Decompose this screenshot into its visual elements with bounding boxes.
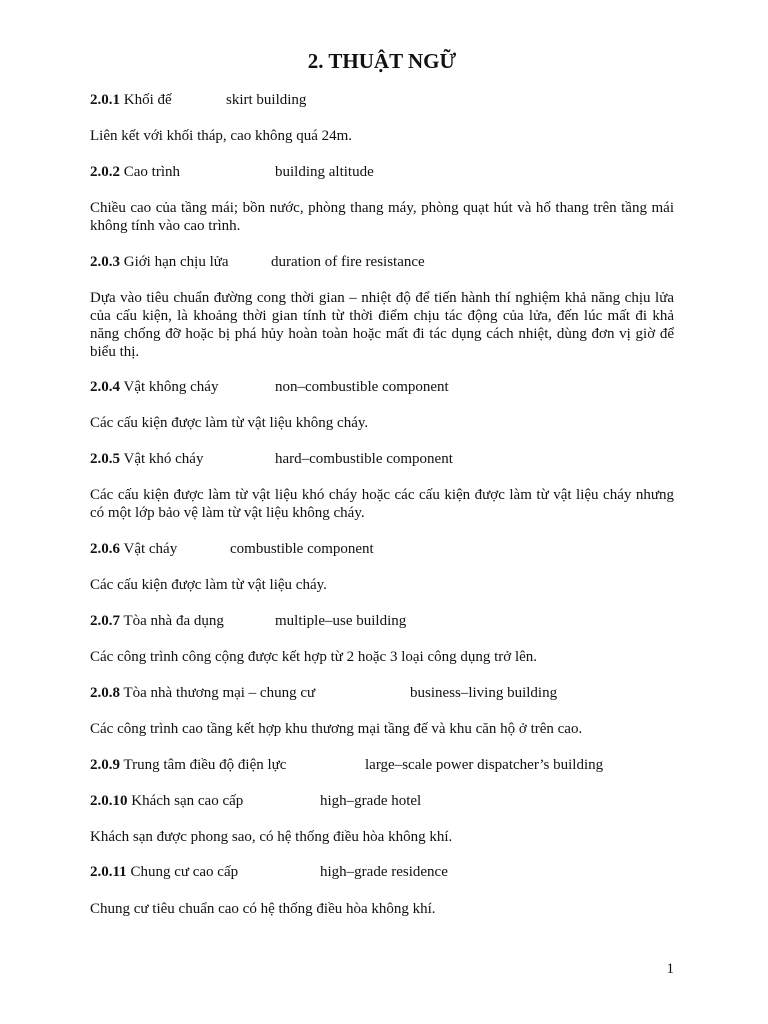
term-heading <box>90 684 674 702</box>
term-number: 2.0.6 <box>90 541 120 557</box>
term-number: 2.0.8 <box>90 685 120 701</box>
term-heading <box>90 863 674 881</box>
term-english: multiple–use building <box>275 613 407 629</box>
term-definition: Dựa vào tiêu chuẩn đường cong thời gian – nhiệt độ để tiến hành thí nghiệm khả năng chịu lửa của cấu kiện, là khoảng thời gian tính từ thời điểm chịu tác động của lửa, đến lúc mất đi khả năng chống đỡ hoặc bị phá hủy hoàn toàn hoặc mất đi tác dụng cách nhiệt, dùng đơn vị giờ để biểu thị. <box>90 290 674 360</box>
term-number: 2.0.7 <box>90 613 120 629</box>
section-title: 2. THUẬT NGỮ <box>307 49 457 73</box>
term-number: 2.0.1 <box>90 92 120 108</box>
term-vietnamese: Giới hạn chịu lửa <box>123 254 229 270</box>
term-definition: Khách sạn được phong sao, có hệ thống điều hòa không khí. <box>90 829 453 845</box>
term-number: 2.0.11 <box>90 864 127 880</box>
term-number: 2.0.9 <box>90 757 120 773</box>
term-english: building altitude <box>275 164 374 180</box>
term-definition: Các cấu kiện được làm từ vật liệu không cháy. <box>90 415 369 431</box>
term-vietnamese: Vật cháy <box>123 541 178 557</box>
term-heading <box>90 378 674 396</box>
page-number: 1 <box>666 961 674 977</box>
term-vietnamese: Khách sạn cao cấp <box>131 793 244 809</box>
term-number: 2.0.4 <box>90 379 120 395</box>
term-english: high–grade hotel <box>320 793 422 809</box>
term-heading <box>90 253 674 271</box>
term-heading <box>90 540 674 558</box>
term-english: non–combustible component <box>275 379 449 395</box>
term-definition: Liên kết với khối tháp, cao không quá 24m. <box>90 128 353 144</box>
term-vietnamese: Vật khó cháy <box>123 451 204 467</box>
term-definition: Chiều cao của tầng mái; bồn nước, phòng thang máy, phòng quạt hút và hố thang trên tầng mái không tính vào cao trình. <box>90 200 674 234</box>
term-vietnamese: Trung tâm điều độ điện lực <box>123 757 287 773</box>
term-english: large–scale power dispatcher’s building <box>365 757 604 773</box>
term-english: duration of fire resistance <box>271 254 425 270</box>
term-heading <box>90 91 674 109</box>
term-vietnamese: Tòa nhà đa dụng <box>123 613 224 629</box>
term-heading <box>90 163 674 181</box>
term-vietnamese: Tòa nhà thương mại – chung cư <box>123 685 316 701</box>
term-definition: Chung cư tiêu chuẩn cao có hệ thống điều hòa không khí. <box>90 901 436 917</box>
term-heading <box>90 792 674 810</box>
term-vietnamese: Khối đế <box>123 92 172 108</box>
term-english: combustible component <box>230 541 374 557</box>
term-vietnamese: Chung cư cao cấp <box>130 864 239 880</box>
term-definition: Các cấu kiện được làm từ vật liệu cháy. <box>90 577 327 593</box>
term-number: 2.0.5 <box>90 451 120 467</box>
term-number: 2.0.2 <box>90 164 120 180</box>
term-english: high–grade residence <box>320 864 448 880</box>
term-heading <box>90 756 674 774</box>
term-definition: Các công trình cao tầng kết hợp khu thương mại tầng đế và khu căn hộ ở trên cao. <box>90 721 583 737</box>
term-definition: Các cấu kiện được làm từ vật liệu khó cháy hoặc các cấu kiện được làm từ vật liệu cháy nhưng có một lớp bảo vệ làm từ vật liệu không cháy. <box>90 487 674 521</box>
term-english: hard–combustible component <box>275 451 453 467</box>
term-definition: Các công trình công cộng được kết hợp từ 2 hoặc 3 loại công dụng trở lên. <box>90 649 538 665</box>
term-vietnamese: Cao trình <box>123 164 180 180</box>
term-number: 2.0.10 <box>90 793 128 809</box>
term-vietnamese: Vật không cháy <box>123 379 219 395</box>
term-heading <box>90 450 674 468</box>
document-page <box>90 0 674 1024</box>
term-heading <box>90 612 674 630</box>
term-english: business–living building <box>410 685 558 701</box>
term-number: 2.0.3 <box>90 254 120 270</box>
term-english: skirt building <box>226 92 307 108</box>
